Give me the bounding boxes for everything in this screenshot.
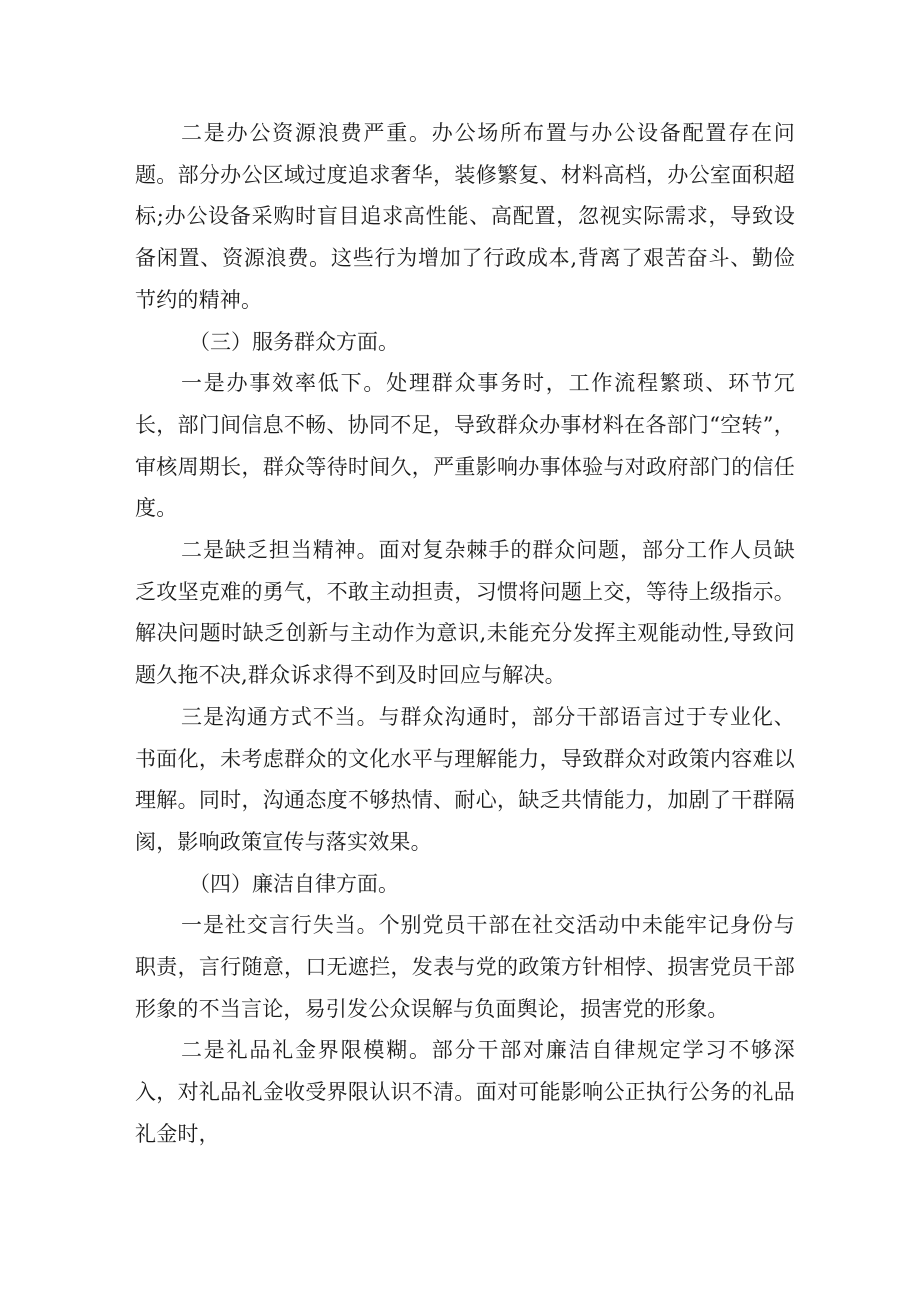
paragraph-gift-boundaries: 二是礼品礼金界限模糊。部分干部对廉洁自律规定学习不够深入，对礼品礼金收受界限认识不清。面对可能影响公正执行公务的礼品礼金时，	[135, 1038, 795, 1146]
paragraph-improper-communication: 三是沟通方式不当。与群众沟通时，部分干部语言过于专业化、书面化，未考虑群众的文化水平与理解能力，导致群众对政策内容难以理解。同时，沟通态度不够热情、耐心，缺乏共情能力，加剧了干群隔阂，影响政策宣传与落实效果。	[135, 704, 795, 854]
paragraph-low-efficiency: 一是办事效率低下。处理群众事务时，工作流程繁琐、环节冗长，部门间信息不畅、协同不足，导致群众办事材料在各部门“空转”，审核周期长，群众等待时间久，严重影响办事体验与对政府部门的信任度。	[135, 371, 795, 521]
paragraph-social-conduct: 一是社交言行失当。个别党员干部在社交活动中未能牢记身份与职责，言行随意，口无遮拦，发表与党的政策方针相悖、损害党员干部形象的不当言论，易引发公众误解与负面舆论，损害党的形象。	[135, 913, 795, 1021]
section-heading-integrity: （四）廉洁自律方面。	[189, 871, 399, 896]
paragraph-lack-of-responsibility: 二是缺乏担当精神。面对复杂棘手的群众问题，部分工作人员缺乏攻坚克难的勇气，不敢主动担责，习惯将问题上交，等待上级指示。解决问题时缺乏创新与主动作为意识,未能充分发挥主观能动性,导致问题久拖不决,群众诉求得不到及时回应与解决。	[135, 538, 795, 688]
section-heading-serving-masses: （三）服务群众方面。	[189, 329, 399, 354]
document-body	[135, 113, 795, 1156]
paragraph-office-resource-waste: 二是办公资源浪费严重。办公场所布置与办公设备配置存在问题。部分办公区域过度追求奢华，装修繁复、材料高档，办公室面积超标;办公设备采购时盲目追求高性能、高配置，忽视实际需求，导致设备闲置、资源浪费。这些行为增加了行政成本,背离了艰苦奋斗、勤俭节约的精神。	[135, 121, 795, 312]
